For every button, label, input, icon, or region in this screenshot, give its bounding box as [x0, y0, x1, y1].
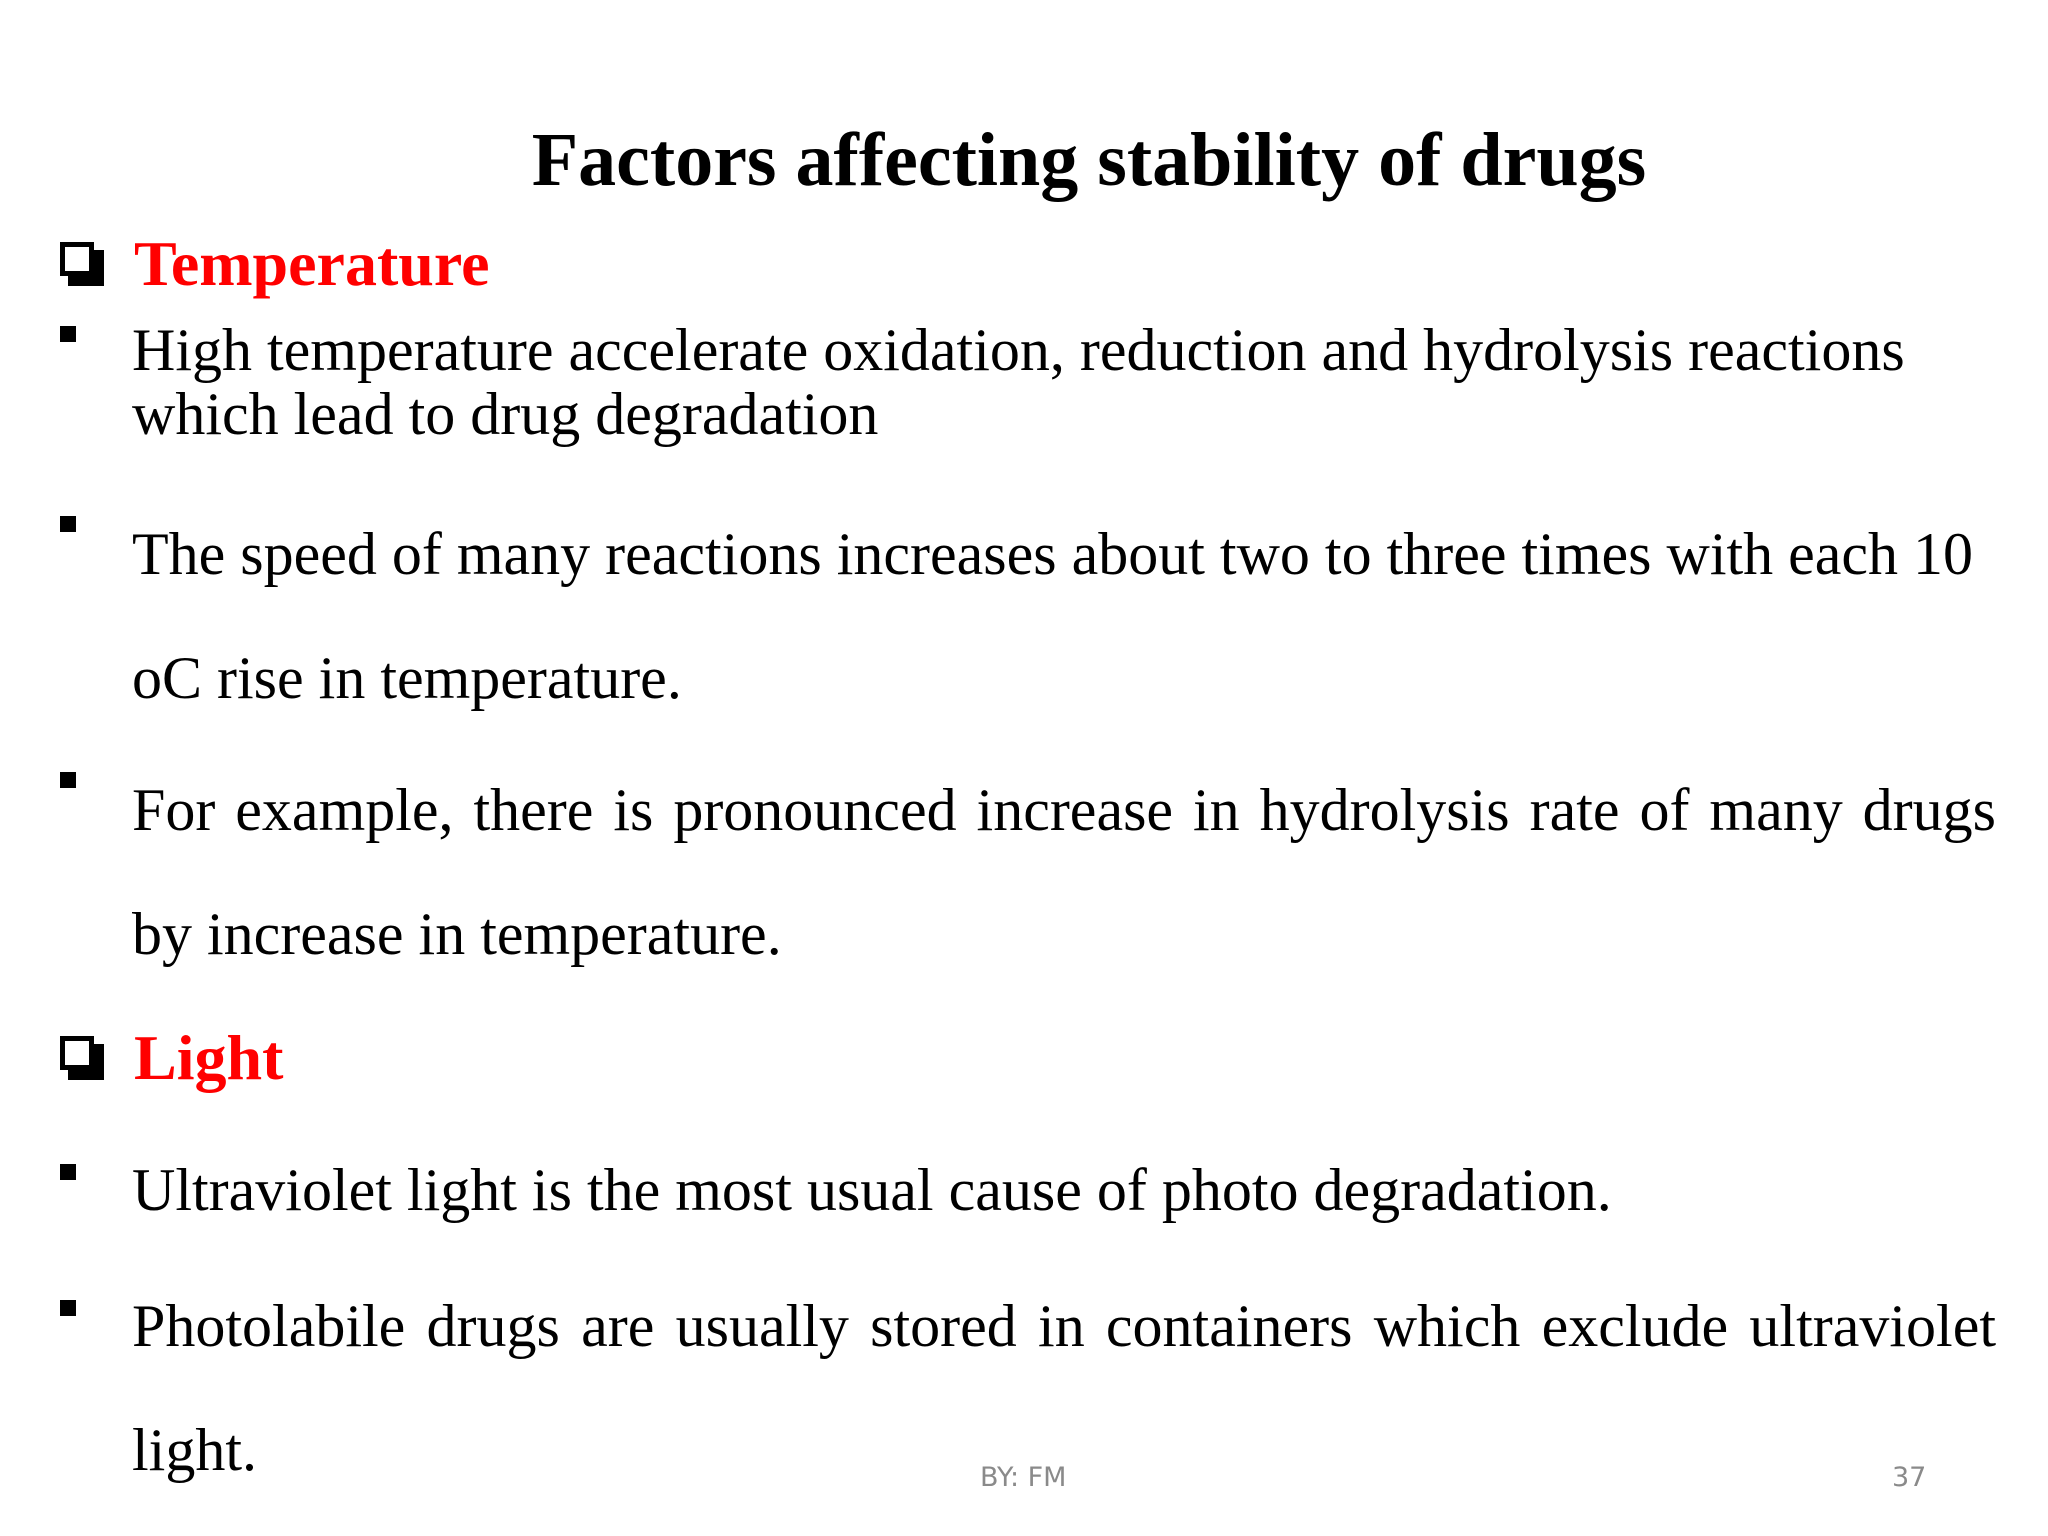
- section-heading-temperature: [60, 224, 490, 304]
- checkbox-bullet-icon: [60, 1036, 104, 1080]
- list-item: [60, 318, 2000, 446]
- list-item-text: For example, there is pronounced increase in hydrolysis rate of many drugs by increase in temperature.: [132, 777, 1996, 967]
- square-bullet-icon: [60, 1300, 76, 1316]
- checkbox-bullet-icon: [60, 242, 104, 286]
- list-item: [60, 492, 2000, 740]
- section-heading-label: Temperature: [134, 228, 490, 299]
- square-bullet-icon: [60, 326, 76, 342]
- list-item-text: High temperature accelerate oxidation, reduction and hydrolysis reactions which lead to drug degradation: [132, 317, 1905, 447]
- square-bullet-icon: [60, 1164, 76, 1180]
- page-number: 37: [1892, 1462, 1927, 1493]
- list-item-text: The speed of many reactions increases about two to three times with each 10 oC rise in temperature.: [132, 521, 1974, 711]
- slide-title: Factors affecting stability of drugs: [531, 118, 1647, 202]
- list-item: [60, 748, 2000, 996]
- list-item: [60, 1128, 2000, 1252]
- square-bullet-icon: [60, 772, 76, 788]
- section-heading-label: Light: [134, 1022, 284, 1093]
- footer-author: BY: FM: [980, 1462, 1067, 1493]
- list-item-text: Photolabile drugs are usually stored in containers which exclude ultraviolet light.: [132, 1293, 1996, 1483]
- square-bullet-icon: [60, 516, 76, 532]
- section-heading-light: [60, 1018, 283, 1098]
- list-item-text: Ultraviolet light is the most usual cause of photo degradation.: [132, 1157, 1612, 1223]
